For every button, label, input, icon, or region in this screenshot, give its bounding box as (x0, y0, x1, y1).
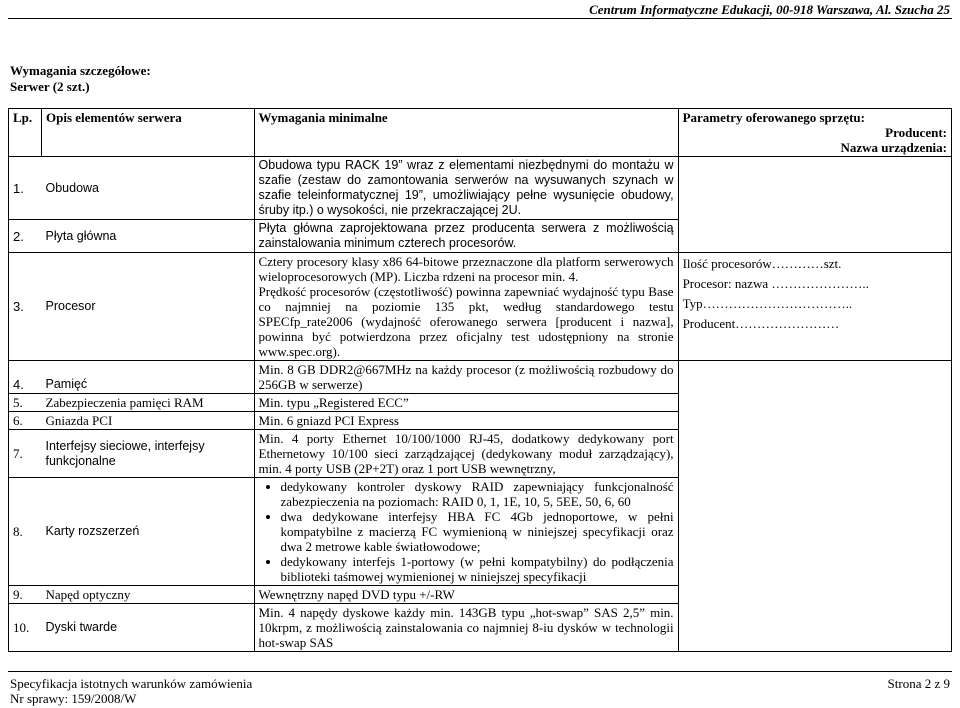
row-element: Karty rozszerzeń (42, 478, 255, 586)
footer-page-number: Strona 2 z 9 (887, 676, 950, 691)
expansion-cards-list (259, 479, 674, 584)
spec-table (8, 108, 952, 652)
row-element: Płyta główna (42, 220, 255, 253)
footer-rule (8, 671, 952, 672)
row-lp: 7. (9, 430, 42, 478)
table-header-row (9, 109, 952, 157)
processor-params (678, 253, 951, 361)
row-requirement: Min. typu „Registered ECC” (254, 394, 678, 412)
table-row (9, 361, 952, 394)
table-row (9, 253, 952, 361)
row-params (678, 361, 951, 652)
row-requirement: Min. 6 gniazd PCI Express (254, 412, 678, 430)
row-lp: 3. (9, 253, 42, 361)
intro-heading: Wymagania szczegółowe: (10, 63, 151, 78)
footer-spec-title: Specyfikacja istotnych warunków zamówienia (10, 676, 253, 691)
list-item: • dwa dedykowane interfejsy HBA FC 4Gb jednoportowe, w pełni kompatybilne z macierzą FC wymienioną w niniejszej specyfikacji oraz dwa 2 metrowe kable światłowodowe; (281, 509, 674, 554)
header-rule (8, 18, 952, 19)
processor-req-part2: Prędkość procesorów (częstotliwość) powinna zapewniać wydajność typu Base co najmniej na poziomie 135 pkt, według standardowego testu SPECfp_rate2006 (wydajność oferowanego serwera [producent i nazwa], powinna być potwierdzona przez oficjalny test udostępniony na stronie www.spec.org). (258, 284, 674, 359)
header-params-title: Parametry oferowanego sprzętu: (682, 110, 865, 125)
row-element: Gniazda PCI (42, 412, 255, 430)
list-item: • dedykowany kontroler dyskowy RAID zapewniający funkcjonalność zabezpieczenia na poziomach: RAID 0, 1, 1E, 10, 5, 5EE, 50, 6, 60 (281, 479, 674, 509)
row-lp: 6. (9, 412, 42, 430)
row-lp: 10. (9, 604, 42, 652)
row-requirement: Płyta główna zaprojektowana przez producenta serwera z możliwością zainstalowania minimum czterech procesorów. (254, 220, 678, 253)
row-params (678, 157, 951, 253)
table-row (9, 157, 952, 220)
row-element: Interfejsy sieciowe, interfejsy funkcjonalne (42, 430, 255, 478)
row-element: Obudowa (42, 157, 255, 220)
row-element: Procesor (42, 253, 255, 361)
row-lp: 2. (9, 220, 42, 253)
intro (10, 63, 151, 95)
row-lp: 8. (9, 478, 42, 586)
row-requirement: Min. 4 porty Ethernet 10/100/1000 RJ-45, dodatkowy dedykowany port Ethernetowy 10/100 sieci zarządzającej (dedykowany moduł zarządzający), min. 4 porty USB (2P+2T) oraz 1 port USB wewnętrzny, (254, 430, 678, 478)
header-requirements: Wymagania minimalne (254, 109, 678, 157)
header-element: Opis elementów serwera (42, 109, 255, 157)
header-params-producer: Producent: (885, 125, 947, 140)
row-lp: 5. (9, 394, 42, 412)
header-params-device: Nazwa urządzenia: (840, 140, 947, 155)
row-lp: 4. (9, 361, 42, 394)
row-requirement (254, 253, 678, 361)
row-requirement: Min. 4 napędy dyskowe każdy min. 143GB typu „hot-swap” SAS 2,5” min. 10krpm, z możliwością zainstalowania co najmniej 8-iu dysków w technologii hot-swap SAS (254, 604, 678, 652)
row-requirement (254, 478, 678, 586)
header-lp: Lp. (9, 109, 42, 157)
processor-type-field: Typ…………………………….. (682, 296, 853, 311)
processor-name-field: Procesor: nazwa ………………….. (682, 276, 869, 291)
row-element: Pamięć (42, 361, 255, 394)
intro-subheading: Serwer (2 szt.) (10, 79, 90, 94)
row-element: Zabezpieczenia pamięci RAM (42, 394, 255, 412)
page-footer (10, 676, 950, 706)
row-element: Dyski twarde (42, 604, 255, 652)
processor-req-part1: Cztery procesory klasy x86 64-bitowe przeznaczone dla platform serwerowych wieloprocesorowych (MP). Liczba rdzeni na procesor min. 4. (258, 254, 674, 284)
row-requirement: Wewnętrzny napęd DVD typu +/-RW (254, 586, 678, 604)
row-lp: 9. (9, 586, 42, 604)
page-header: Centrum Informatyczne Edukacji, 00-918 Warszawa, Al. Szucha 25 (589, 2, 950, 17)
header-params (678, 109, 951, 157)
footer-case-number: Nr sprawy: 159/2008/W (10, 691, 137, 706)
list-item: • dedykowany interfejs 1-portowy (w pełni kompatybilny) do podłączenia biblioteki taśmowej wymienionej w niniejszej specyfikacji (281, 554, 674, 584)
processor-producer-field: Producent…………………… (682, 316, 840, 331)
row-requirement: Obudowa typu RACK 19” wraz z elementami niezbędnymi do montażu w szafie (zestaw do zamontowania serwerów na wysuwanych szynach w szafie teleinformatycznej 19”, umożliwiający pełne wysunięcie obudowy, śruby itp.) o wysokości, nie przekraczającej 2U. (254, 157, 678, 220)
row-lp: 1. (9, 157, 42, 220)
row-element: Napęd optyczny (42, 586, 255, 604)
row-requirement: Min. 8 GB DDR2@667MHz na każdy procesor (z możliwością rozbudowy do 256GB w serwerze) (254, 361, 678, 394)
processor-count-field: Ilość procesorów…………szt. (682, 256, 842, 271)
